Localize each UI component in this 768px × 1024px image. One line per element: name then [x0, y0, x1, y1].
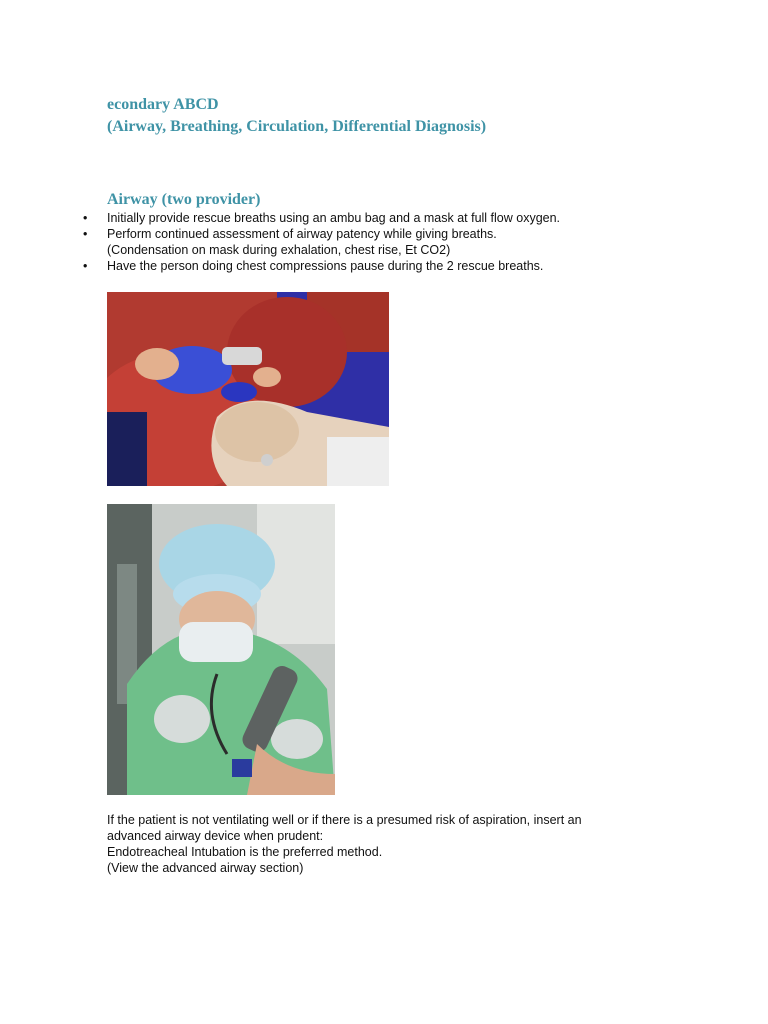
paragraph-line: (View the advanced airway section) — [107, 861, 304, 875]
bag-valve-mask-photo — [107, 292, 389, 486]
paragraph-line: advanced airway device when prudent: — [107, 829, 324, 843]
list-item — [83, 258, 707, 274]
bullet-text: Perform continued assessment of airway patency while giving breaths. — [107, 227, 497, 241]
section-title: Airway (two provider) — [107, 191, 261, 208]
bullet-text: Initially provide rescue breaths using an ambu bag and a mask at full flow oxygen. — [107, 211, 561, 225]
bullet-icon: • — [83, 211, 88, 225]
bullet-icon: • — [83, 259, 88, 273]
list-item — [83, 210, 707, 226]
intubation-photo — [107, 504, 335, 795]
bullet-text-continuation: (Condensation on mask during exhalation, chest rise, Et CO2) — [107, 243, 451, 257]
title-line-1: econdary ABCD — [107, 96, 219, 113]
list-item — [83, 226, 707, 258]
advanced-airway-paragraph — [107, 812, 667, 876]
title-line-2: (Airway, Breathing, Circulation, Differential Diagnosis) — [107, 118, 487, 135]
bullet-list — [83, 210, 707, 274]
paragraph-line: Endotreacheal Intubation is the preferred method. — [107, 845, 383, 859]
paragraph-line: If the patient is not ventilating well or if there is a presumed risk of aspiration, insert an — [107, 813, 582, 827]
bullet-icon: • — [83, 227, 88, 241]
bullet-text: Have the person doing chest compressions pause during the 2 rescue breaths. — [107, 259, 544, 273]
